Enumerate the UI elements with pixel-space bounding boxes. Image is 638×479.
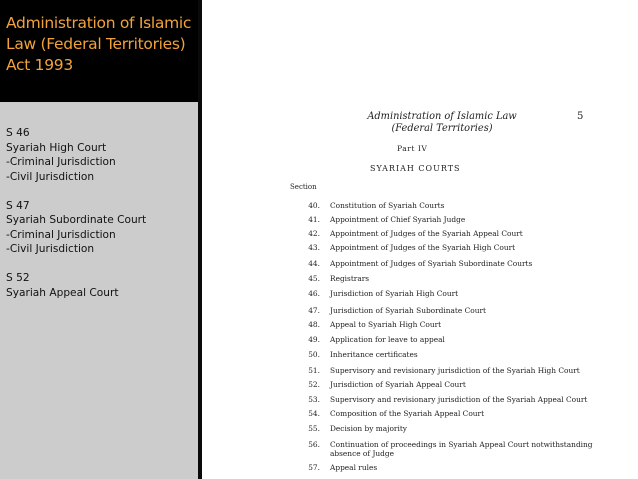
document-page-number: 5 bbox=[577, 111, 584, 122]
section-title: Constitution of Syariah Courts bbox=[330, 201, 445, 210]
section-number: 45. bbox=[308, 274, 320, 283]
section-title: Inheritance certificates bbox=[330, 350, 418, 359]
section-title: Appeal to Syariah High Court bbox=[330, 320, 442, 329]
document-part: Part IV bbox=[397, 144, 428, 153]
section-title: Appointment of Chief Syariah Judge bbox=[330, 215, 466, 224]
side-note-line: Syariah Subordinate Court bbox=[6, 214, 147, 226]
section-number: 51. bbox=[308, 366, 320, 375]
section-number: 47. bbox=[308, 306, 320, 315]
section-number: 55. bbox=[308, 424, 320, 433]
section-title: Registrars bbox=[330, 274, 370, 283]
side-note-line: -Criminal Jurisdiction bbox=[6, 228, 116, 241]
section-title: Jurisdiction of Syariah Subordinate Court bbox=[330, 306, 486, 315]
section-title: Appointment of Judges of the Syariah High Court bbox=[330, 243, 516, 252]
section-number: 49. bbox=[308, 335, 320, 344]
side-note-line: -Civil Jurisdiction bbox=[6, 243, 95, 255]
section-number: 54. bbox=[308, 409, 320, 418]
side-note-line: Syariah High Court bbox=[6, 141, 107, 154]
section-number: 40. bbox=[308, 201, 320, 210]
section-number: 46. bbox=[308, 289, 320, 298]
side-note-line: Syariah Appeal Court bbox=[6, 286, 119, 299]
spacer bbox=[6, 257, 194, 272]
document-header bbox=[357, 111, 527, 135]
side-panel bbox=[0, 102, 198, 479]
section-number: 57. bbox=[308, 463, 320, 472]
document-header-line1: Administration of Islamic Law bbox=[367, 111, 517, 122]
title-box bbox=[0, 0, 198, 100]
section-title: Jurisdiction of Syariah High Court bbox=[330, 289, 459, 298]
side-note-line: -Criminal Jurisdiction bbox=[6, 156, 116, 168]
section-number: 42. bbox=[308, 229, 320, 238]
document-part-title: SYARIAH COURTS bbox=[370, 164, 461, 173]
section-title: Decision by majority bbox=[330, 424, 407, 433]
side-note-line: -Civil Jurisdiction bbox=[6, 170, 95, 183]
section-title: Supervisory and revisionary jurisdiction of the Syariah High Court bbox=[330, 366, 580, 375]
section-title: Supervisory and revisionary jurisdiction of the Syariah Appeal Court bbox=[330, 395, 588, 404]
section-number: 48. bbox=[308, 320, 320, 329]
section-title: Continuation of proceedings in Syariah Appeal Court notwithstanding absence of Judge bbox=[330, 440, 593, 458]
section-title: Appointment of Judges of Syariah Subordinate Courts bbox=[330, 259, 533, 268]
section-number: 44. bbox=[308, 259, 320, 268]
side-notes bbox=[6, 126, 194, 300]
spacer bbox=[6, 184, 194, 199]
side-note-line: S 52 bbox=[6, 272, 30, 284]
document-section-label: Section bbox=[290, 183, 317, 191]
side-note-line: S 46 bbox=[6, 127, 30, 139]
side-note-line: S 47 bbox=[6, 199, 30, 212]
slide-title: Administration of Islamic Law (Federal Territories) Act 1993 bbox=[6, 14, 192, 74]
section-title: Appointment of Judges of the Syariah Appeal Court bbox=[330, 229, 523, 238]
section-number: 52. bbox=[308, 380, 320, 389]
document-image bbox=[202, 0, 638, 479]
section-number: 56. bbox=[308, 440, 320, 449]
section-number: 50. bbox=[308, 350, 320, 359]
section-title: Application for leave to appeal bbox=[330, 335, 445, 344]
document-header-line2: (Federal Territories) bbox=[391, 123, 493, 134]
section-number: 41. bbox=[308, 215, 320, 224]
section-number: 53. bbox=[308, 395, 320, 404]
section-title: Appeal rules bbox=[330, 463, 378, 472]
section-title: Composition of the Syariah Appeal Court bbox=[330, 409, 485, 418]
section-number: 43. bbox=[308, 243, 320, 252]
section-title: Jurisdiction of Syariah Appeal Court bbox=[330, 380, 466, 389]
